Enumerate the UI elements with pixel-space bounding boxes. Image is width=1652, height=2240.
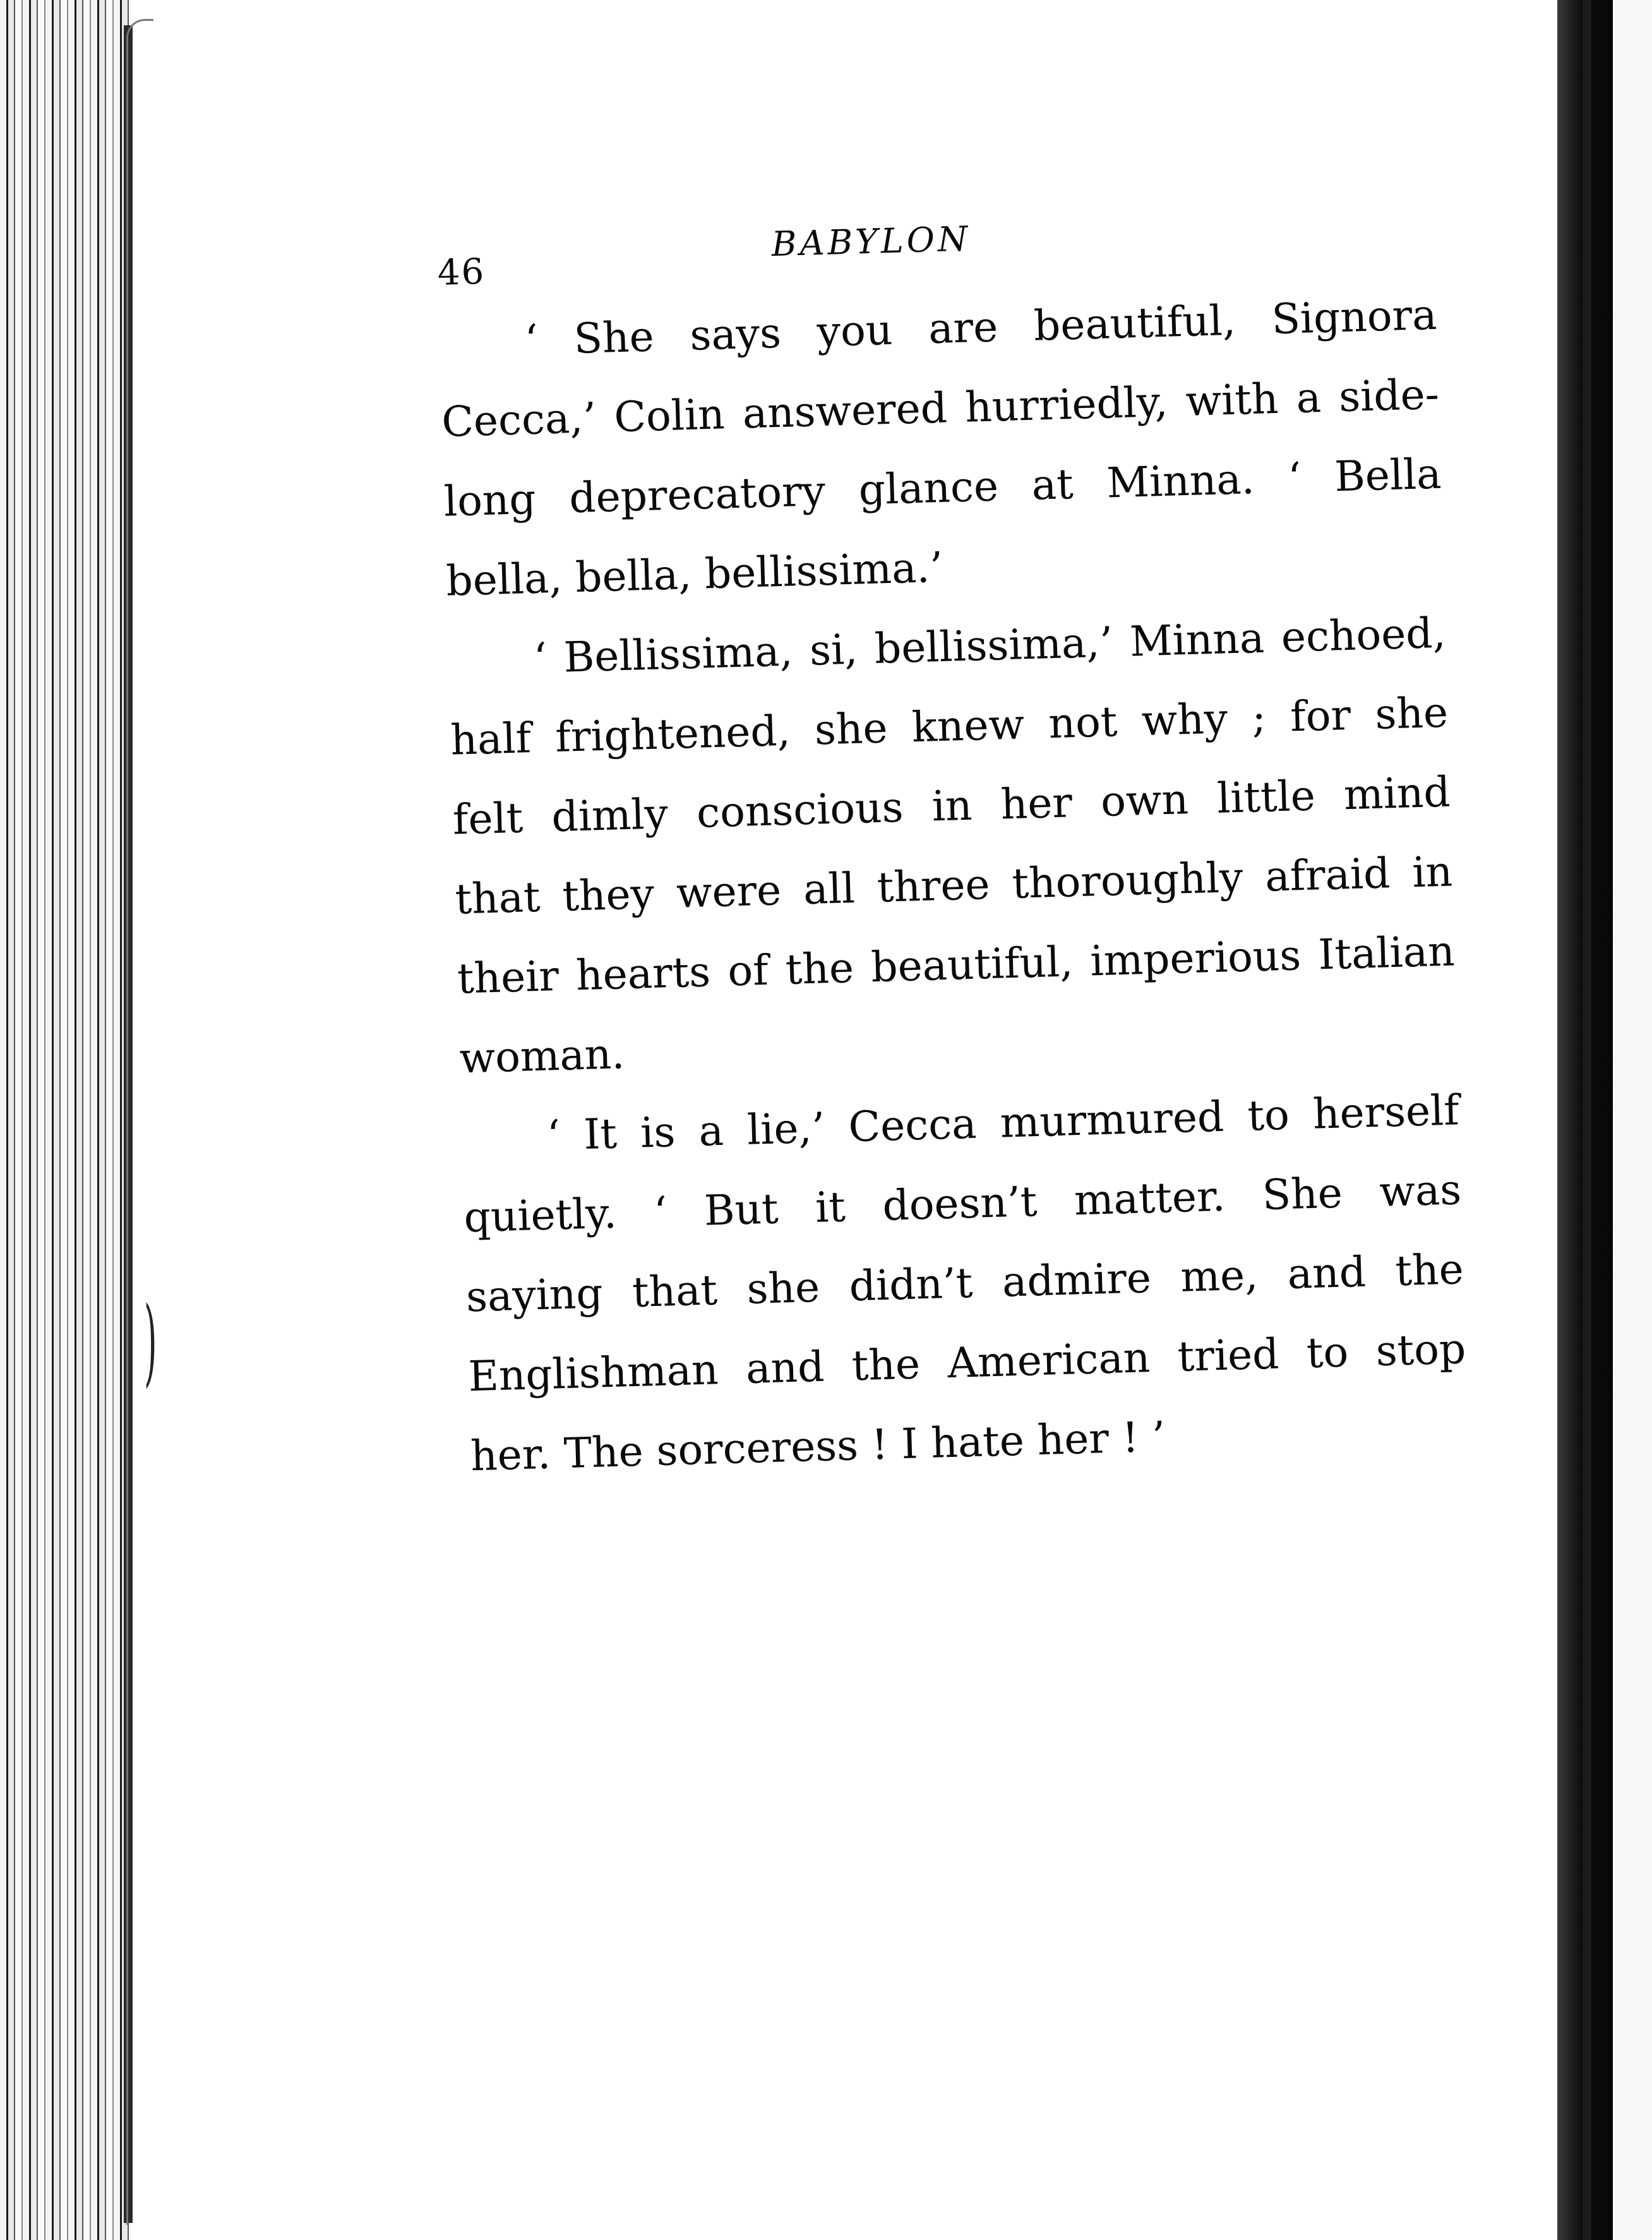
- text-line: ‘ Bellissima, si, bellissima,’ Minna echoed,: [532, 608, 1447, 683]
- paragraph-1: [438, 275, 1444, 621]
- text-line: quietly. ‘ But it doesn’t matter. She was: [463, 1165, 1463, 1242]
- page-text-block: [436, 181, 1469, 1496]
- text-line: saying that she didn’t admire me, and the: [465, 1245, 1464, 1322]
- text-line: bella, bella, bellissima.’: [445, 542, 944, 606]
- running-title: BABYLON: [770, 219, 971, 265]
- text-line: Englishman and the American tried to stop: [467, 1324, 1467, 1401]
- text-line: felt dimly conscious in her own little mind: [452, 767, 1451, 844]
- page-curl: [126, 19, 153, 2225]
- paragraph-3: [460, 1070, 1469, 1496]
- text-line: ‘ It is a lie,’ Cecca murmured to herself: [546, 1086, 1460, 1160]
- text-line: that they were all three thoroughly afraid in: [454, 847, 1454, 924]
- binding-notch-mark: ): [144, 1287, 157, 1397]
- paragraph-2: [447, 594, 1457, 1099]
- text-line: Cecca,’ Colin answered hurriedly, with a side-: [441, 369, 1440, 446]
- book-page-edges: [0, 0, 133, 2240]
- text-line: her. The sorceress ! I hate her ! ’: [470, 1412, 1166, 1481]
- book-right-edge: [1557, 0, 1652, 2240]
- page-number: 46: [436, 251, 486, 294]
- text-line: ‘ She says you are beautiful, Signora: [524, 290, 1438, 365]
- text-line: woman.: [458, 1029, 626, 1083]
- text-line: their hearts of the beautiful, imperious Italian: [457, 926, 1456, 1003]
- text-line: long deprecatory glance at Minna. ‘ Bella: [443, 449, 1442, 526]
- text-line: half frightened, she knew not why ; for she: [450, 688, 1449, 765]
